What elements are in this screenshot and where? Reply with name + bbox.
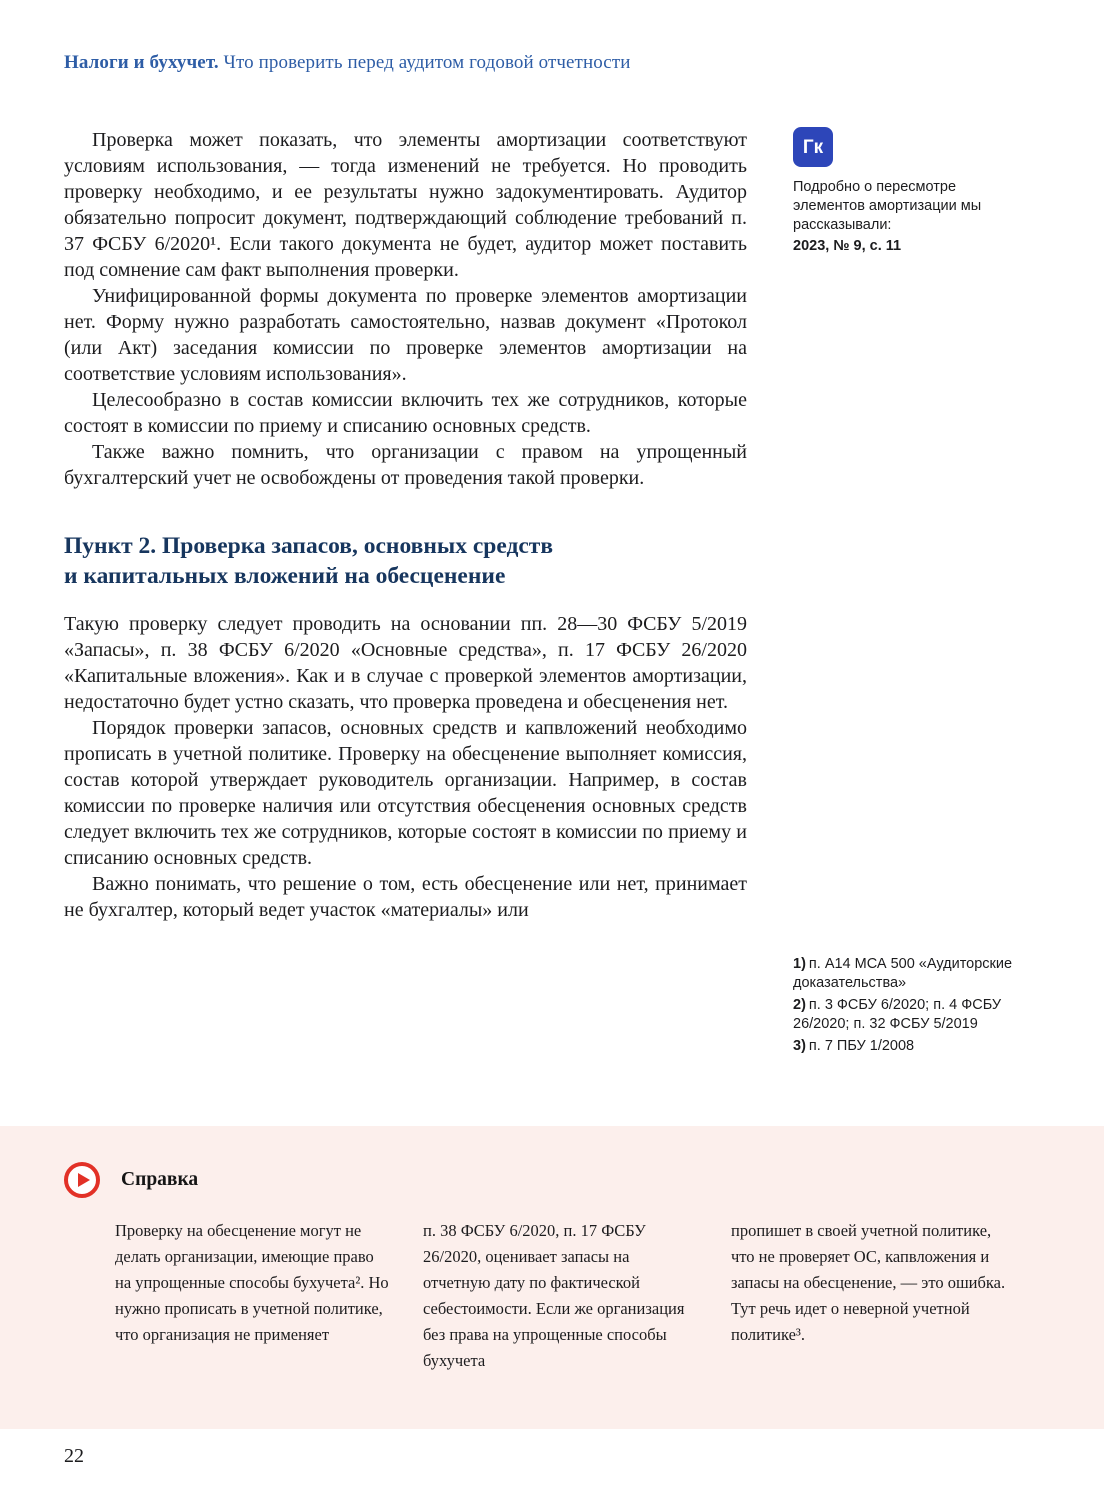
reference-box: [0, 1126, 1104, 1429]
reference-box-column: п. 38 ФСБУ 6/2020, п. 17 ФСБУ 26/2020, оценивает запасы на отчетную дату по фактической себестоимости. Если же организация без права на упрощенные способы бухучета: [423, 1221, 685, 1370]
footnote-text: п. 3 ФСБУ 6/2020; п. 4 ФСБУ 26/2020; п. 32 ФСБУ 5/2019: [793, 997, 1002, 1032]
sidebar-note-ref: 2023, № 9, с. 11: [793, 238, 902, 254]
section-heading: [64, 531, 747, 591]
article-title: Что проверить перед аудитом годовой отчетности: [223, 52, 631, 73]
footnote-number: 1): [793, 956, 806, 972]
body-paragraph: Целесообразно в состав комиссии включить тех же сотрудников, которые состоят в комиссии по приему и списанию основных средств.: [64, 389, 747, 437]
page-number: 22: [64, 1445, 84, 1467]
body-paragraph: Порядок проверки запасов, основных средств и капвложений необходимо прописать в учетной политике. Проверку на обесценение выполняет комиссия, состав которой утверждает руководитель организации. Например, в состав комиссии по проверке наличия или отсутствия обесценения основных средств следует включить тех же сотрудников, которые состоят в комиссии по приему и списанию основных средств.: [64, 717, 747, 869]
reference-box-header: [64, 1162, 198, 1198]
footnote-text: п. А14 МСА 500 «Аудиторские доказательства»: [793, 956, 1013, 991]
article-body: [64, 127, 747, 923]
reference-box-columns: [115, 1218, 1009, 1374]
section-brand: Налоги и бухучет.: [64, 52, 219, 73]
reference-box-title: Справка: [121, 1169, 199, 1190]
reference-box-column: пропишет в своей учетной политике, что не проверяет ОС, капвложения и запасы на обесценение, — это ошибка. Тут речь идет о неверной учетной политике³.: [731, 1221, 1006, 1344]
footnote-number: 2): [793, 997, 806, 1013]
sidebar-reference: [793, 127, 1008, 256]
body-paragraph: Унифицированной формы документа по проверке элементов амортизации нет. Форму нужно разработать самостоятельно, назвав документ «Протокол (или Акт) заседания комиссии по проверке элементов амортизации на соответствие условиям использования».: [64, 285, 747, 385]
footnote: [793, 996, 1043, 1034]
gk-logo-icon: [793, 127, 833, 167]
footnotes-block: [793, 955, 1043, 1059]
section-heading-line1: Пункт 2. Проверка запасов, основных средств: [64, 533, 554, 559]
body-paragraph: Проверка может показать, что элементы амортизации соответствуют условиям использования, — тогда изменений не требуется. Но проводить проверку необходимо, и ее результаты нужно задокументировать. Аудитор обязательно попросит документ, подтверждающий соблюдение требований п. 37 ФСБУ 6/2020¹. Если такого документа не будет, аудитор может поставить под сомнение сам факт выполнения проверки.: [64, 129, 747, 281]
body-paragraph: Также важно помнить, что организации с правом на упрощенный бухгалтерский учет не освобождены от проведения такой проверки.: [64, 441, 747, 489]
page-header: [64, 52, 964, 74]
footnote: [793, 1037, 1043, 1056]
footnote-number: 3): [793, 1038, 806, 1054]
body-paragraph: Такую проверку следует проводить на основании пп. 28—30 ФСБУ 5/2019 «Запасы», п. 38 ФСБУ 6/2020 «Основные средства», п. 17 ФСБУ 26/2020 «Капитальные вложения». Как и в случае с проверкой элементов амортизации, недостаточно будет устно сказать, что проверка проведена и обесценения нет.: [64, 613, 747, 713]
reference-box-column: Проверку на обесценение могут не делать организации, имеющие право на упрощенные способы бухучета². Но нужно прописать в учетной политике, что организация не применяет: [115, 1221, 389, 1344]
footnote: [793, 955, 1043, 993]
footnote-text: п. 7 ПБУ 1/2008: [808, 1038, 915, 1054]
play-icon: [64, 1162, 100, 1198]
body-paragraph: Важно понимать, что решение о том, есть обесценение или нет, принимает не бухгалтер, который ведет участок «материалы» или: [64, 873, 747, 921]
section-heading-line2: и капитальных вложений на обесценение: [64, 563, 506, 589]
sidebar-note-text: Подробно о пересмотре элементов амортизации мы рассказывали:: [793, 179, 982, 233]
gk-logo-text: Гк: [802, 136, 824, 158]
